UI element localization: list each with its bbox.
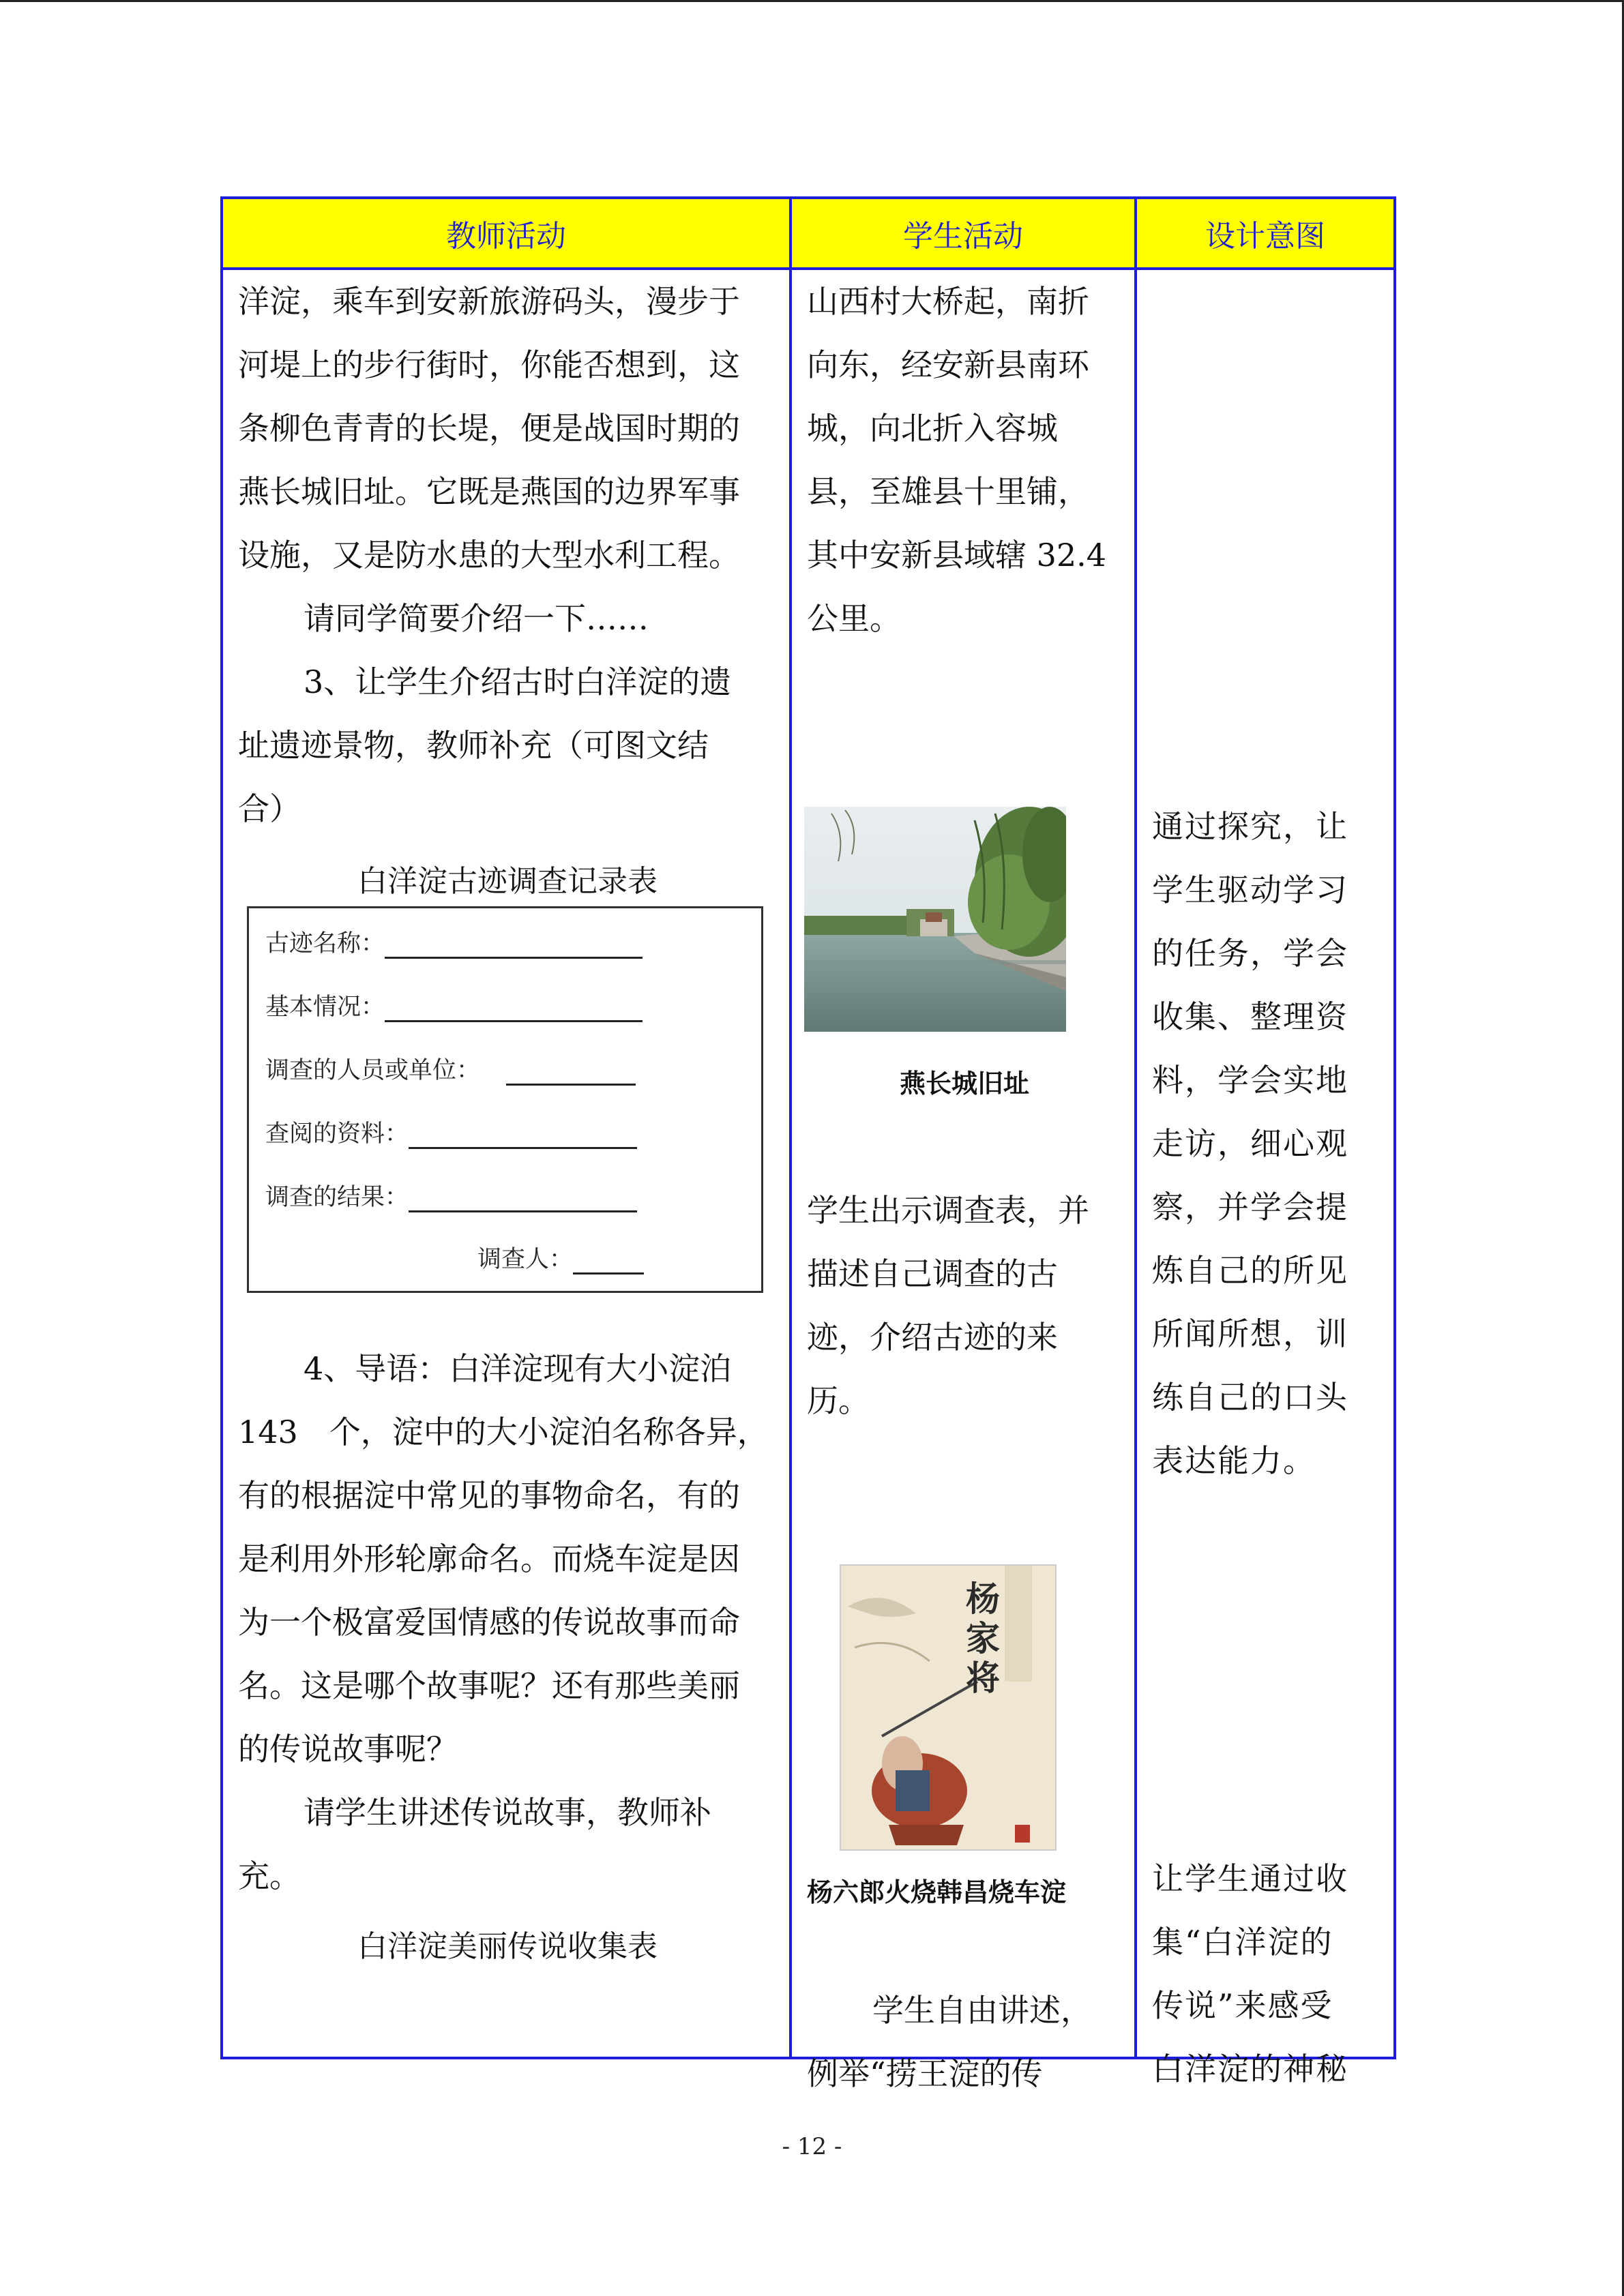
form-row-investigators <box>265 1052 636 1086</box>
text-line: 设施，又是防水患的大型水利工程。 <box>238 537 740 573</box>
form-row-site-name <box>265 925 643 959</box>
fill-blank <box>573 1247 644 1274</box>
text-line: 炼自己的所见 <box>1152 1252 1348 1289</box>
form-row-results <box>265 1178 637 1212</box>
fill-blank <box>409 1184 637 1212</box>
text-line: 山西村大桥起，南折 <box>807 283 1089 320</box>
teacher-activity-cell <box>222 269 791 2058</box>
book-cover-title: 杨家将 <box>966 1579 1000 1698</box>
page-number: - 12 - <box>782 2133 842 2160</box>
form-label: 古迹名称： <box>265 930 385 957</box>
form-row-investigator-sign <box>477 1240 644 1274</box>
text-line: 为一个极富爱国情感的传说故事而命 <box>238 1604 740 1641</box>
text-line: 条柳色青青的长堤，便是战国时期的 <box>238 410 740 447</box>
text-line: 收集、整理资 <box>1152 998 1348 1035</box>
text-line: 描述自己调查的古 <box>807 1255 1058 1292</box>
header-student-activity: 学生活动 <box>791 198 1136 269</box>
text-line: 公里。 <box>807 600 901 637</box>
form-label: 查阅的资料： <box>265 1120 409 1148</box>
teacher-intro-paragraph <box>238 270 740 587</box>
table-body-row <box>222 269 1395 2058</box>
text-line: 让学生通过收 <box>1152 1860 1348 1897</box>
student-route-paragraph <box>807 270 1106 651</box>
form-row-basic-info <box>265 988 643 1022</box>
header-teacher-activity: 教师活动 <box>222 198 791 269</box>
photo2-caption: 杨六郎火烧韩昌烧车淀 <box>807 1877 1067 1907</box>
page-top-edge <box>0 0 1624 2</box>
teacher-prompt-line: 请同学简要介绍一下…… <box>304 600 649 637</box>
form-label: 调查的结果： <box>265 1184 409 1211</box>
text-line: 向东，经安新县南环 <box>807 346 1089 383</box>
text-line: 址遗迹景物，教师补充（可图文结 <box>238 727 709 764</box>
yang-family-book-cover <box>840 1564 1057 1851</box>
text-line: 通过探究，让 <box>1152 808 1348 845</box>
text-line: 集“白洋淀的 <box>1152 1924 1333 1960</box>
survey-form <box>247 906 763 1293</box>
text-line: 是利用外形轮廓命名。而烧车淀是因 <box>238 1540 740 1577</box>
text-line: 例举“捞王淀的传 <box>807 2055 1043 2092</box>
text-line: 有的根据淀中常见的事物命名，有的 <box>238 1477 740 1514</box>
form-label: 调查的人员或单位： <box>265 1057 481 1084</box>
lesson-plan-table <box>220 196 1396 2092</box>
text-line: 的任务，学会 <box>1152 935 1348 972</box>
form-row-materials <box>265 1115 637 1149</box>
design-intent-paragraph-1 <box>1152 795 1348 1493</box>
text-line: 察，并学会提 <box>1152 1189 1348 1225</box>
text-line: 传说”来感受 <box>1152 1987 1333 2024</box>
photo1-caption: 燕长城旧址 <box>899 1069 1029 1099</box>
text-line: 的传说故事呢？ <box>238 1731 458 1768</box>
student-activity-cell <box>791 269 1136 2092</box>
teacher-step5-paragraph <box>238 1781 711 1908</box>
text-line: 4、导语：白洋淀现有大小淀泊 <box>304 1350 732 1387</box>
text-line: 其中安新县域辖 32.4 <box>807 537 1107 573</box>
header-design-intent: 设计意图 <box>1136 198 1395 269</box>
text-line: 143 个，淀中的大小淀泊名称各异， <box>238 1414 769 1450</box>
form-label: 基本情况： <box>265 994 385 1021</box>
text-line: 合） <box>238 790 301 827</box>
teacher-step4-paragraph <box>238 1337 769 1781</box>
design-intent-paragraph-2 <box>1152 1847 1348 2101</box>
fill-blank <box>385 994 643 1022</box>
legend-table-title: 白洋淀美丽传说收集表 <box>357 1929 658 1964</box>
text-line: 走访，细心观 <box>1152 1125 1348 1162</box>
text-line: 洋淀，乘车到安新旅游码头，漫步于 <box>238 283 740 320</box>
fill-blank <box>385 931 643 959</box>
design-intent-cell <box>1136 269 1395 2087</box>
text-line: 3、让学生介绍古时白洋淀的遗 <box>304 664 732 700</box>
text-line: 城，向北折入容城 <box>807 410 1058 447</box>
text-line: 学生驱动学习 <box>1152 871 1348 908</box>
text-line: 历。 <box>807 1382 870 1419</box>
text-line: 充。 <box>238 1858 301 1894</box>
text-line: 迹，介绍古迹的来 <box>807 1319 1058 1356</box>
fill-blank <box>409 1121 637 1149</box>
survey-table-title: 白洋淀古迹调查记录表 <box>357 864 658 899</box>
teacher-step3-paragraph <box>238 651 731 841</box>
text-line: 学生出示调查表，并 <box>807 1192 1089 1229</box>
text-line: 县，至雄县十里铺， <box>807 473 1089 510</box>
student-storytelling-paragraph <box>807 1979 1092 2106</box>
form-label: 调查人： <box>477 1246 574 1273</box>
text-line: 学生自由讲述， <box>872 1992 1092 2029</box>
text-line: 名。这是哪个故事呢？还有那些美丽 <box>238 1667 740 1704</box>
text-line: 请学生讲述传说故事，教师补 <box>304 1794 711 1831</box>
text-line: 所闻所想，训 <box>1152 1315 1348 1352</box>
text-line: 白洋淀的神秘 <box>1152 2051 1348 2087</box>
text-line: 练自己的口头 <box>1152 1379 1348 1416</box>
student-survey-paragraph <box>807 1179 1089 1433</box>
fill-blank <box>506 1058 636 1086</box>
text-line: 河堤上的步行街时，你能否想到，这 <box>238 346 740 383</box>
text-line: 料，学会实地 <box>1152 1062 1348 1099</box>
yan-great-wall-photo <box>804 807 1066 1032</box>
table-header-row <box>222 198 1395 269</box>
text-line: 燕长城旧址。它既是燕国的边界军事 <box>238 473 740 510</box>
text-line: 表达能力。 <box>1152 1442 1316 1479</box>
